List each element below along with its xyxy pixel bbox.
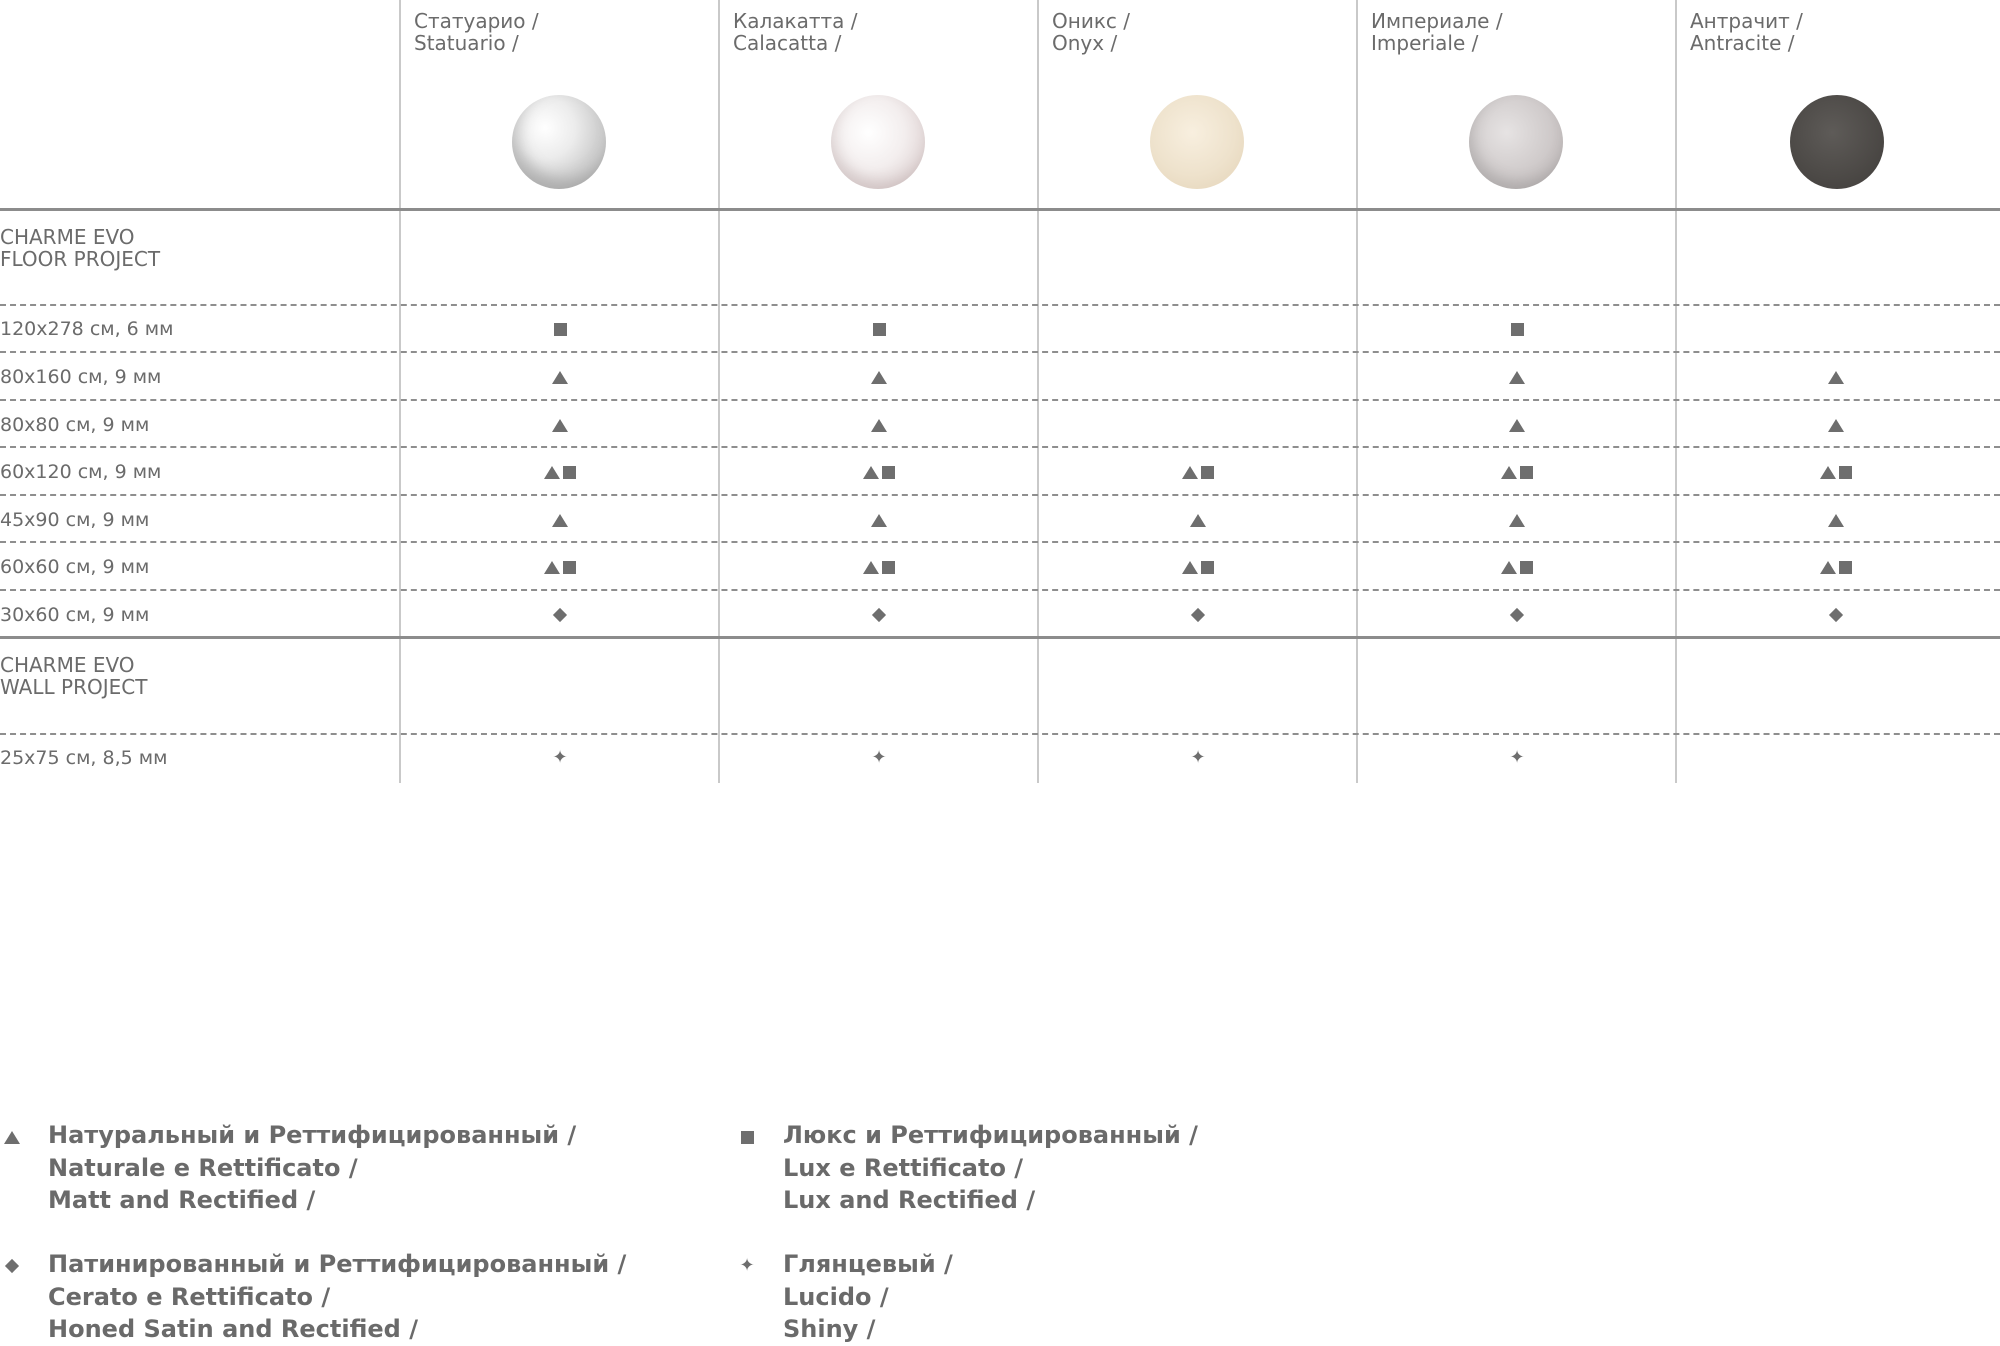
header-separator — [0, 208, 2000, 211]
onyx-swatch — [1150, 95, 1244, 189]
triangle-icon — [552, 514, 568, 527]
square-icon — [554, 323, 567, 336]
legend-line-en: Lux and Rectified / — [783, 1186, 1036, 1214]
diamond-icon — [553, 608, 567, 622]
table-cell — [1358, 457, 1676, 487]
row-label: 120x278 см, 6 мм — [0, 318, 174, 340]
table-cell — [1039, 600, 1357, 630]
square-icon — [1511, 323, 1524, 336]
column-name-ru: Калакатта / — [733, 9, 858, 33]
table-cell — [720, 362, 1038, 392]
column-name-en: Calacatta / — [733, 31, 842, 55]
legend-line-en: Honed Satin and Rectified / — [48, 1315, 418, 1343]
row-divider — [0, 733, 2000, 735]
triangle-icon — [871, 514, 887, 527]
column-name-ru: Оникс / — [1052, 9, 1130, 33]
table-cell — [1677, 600, 1995, 630]
column-header-statuario — [414, 10, 714, 54]
table-cell — [1358, 505, 1676, 535]
table-cell — [401, 743, 719, 773]
diamond-icon — [1510, 608, 1524, 622]
legend-line-ru: Люкс и Реттифицированный / — [783, 1121, 1198, 1149]
table-cell — [1358, 362, 1676, 392]
legend-line-it: Naturale e Rettificato / — [48, 1153, 358, 1182]
section-title-floor — [0, 226, 160, 270]
star-icon: ✦ — [871, 747, 887, 768]
table-cell — [1039, 743, 1357, 773]
column-name-ru: Империале / — [1371, 9, 1503, 33]
table-cell — [401, 410, 719, 440]
section-separator — [0, 636, 2000, 639]
section-title-line: FLOOR PROJECT — [0, 247, 161, 271]
column-header-onyx — [1052, 10, 1352, 54]
row-divider — [0, 589, 2000, 591]
star-icon: ✦ — [1509, 747, 1525, 768]
triangle-icon — [1820, 466, 1836, 479]
triangle-icon — [544, 466, 560, 479]
triangle-icon — [1828, 371, 1844, 384]
table-cell — [1358, 314, 1676, 344]
table-cell — [1039, 314, 1357, 344]
table-cell — [720, 600, 1038, 630]
table-cell — [401, 505, 719, 535]
table-cell — [720, 314, 1038, 344]
square-icon — [1520, 561, 1533, 574]
section-title-line: CHARME EVO — [0, 225, 135, 249]
square-icon — [1520, 466, 1533, 479]
section-title-line: CHARME EVO — [0, 653, 135, 677]
row-label: 80x160 см, 9 мм — [0, 366, 162, 388]
table-cell — [1358, 743, 1676, 773]
table-cell — [1358, 552, 1676, 582]
square-icon — [873, 323, 886, 336]
column-header-antracite — [1690, 10, 1990, 54]
table-cell — [1039, 457, 1357, 487]
table-cell — [720, 505, 1038, 535]
triangle-icon — [1182, 466, 1198, 479]
legend-line-en: Shiny / — [783, 1315, 876, 1343]
table-cell — [1039, 410, 1357, 440]
square-icon — [563, 561, 576, 574]
row-label: 60x60 см, 9 мм — [0, 556, 150, 578]
star-icon: ✦ — [552, 747, 568, 768]
table-cell — [1039, 505, 1357, 535]
table-cell — [1677, 505, 1995, 535]
table-cell — [1677, 314, 1995, 344]
table-cell — [401, 314, 719, 344]
antracite-swatch — [1790, 95, 1884, 189]
table-cell — [720, 457, 1038, 487]
column-header-calacatta — [733, 10, 1033, 54]
square-icon — [563, 466, 576, 479]
row-divider — [0, 446, 2000, 448]
square-icon — [1201, 466, 1214, 479]
triangle-icon — [1509, 514, 1525, 527]
row-divider — [0, 541, 2000, 543]
table-cell — [1039, 552, 1357, 582]
triangle-icon — [1828, 514, 1844, 527]
square-icon — [1839, 466, 1852, 479]
triangle-icon — [0, 1125, 24, 1149]
column-name-ru: Статуарио / — [414, 9, 539, 33]
table-cell — [1039, 362, 1357, 392]
legend-line-en: Matt and Rectified / — [48, 1186, 316, 1214]
row-label: 80x80 см, 9 мм — [0, 414, 150, 436]
row-label: 45x90 см, 9 мм — [0, 509, 150, 531]
column-name-ru: Антрачит / — [1690, 9, 1803, 33]
table-cell — [401, 552, 719, 582]
legend-line-ru: Патинированный и Реттифицированный / — [48, 1250, 627, 1278]
diamond-icon — [872, 608, 886, 622]
table-cell — [1677, 410, 1995, 440]
table-cell — [401, 600, 719, 630]
section-title-wall — [0, 654, 147, 698]
table-cell — [720, 552, 1038, 582]
triangle-icon — [871, 419, 887, 432]
table-cell — [720, 410, 1038, 440]
square-icon — [735, 1125, 759, 1149]
section-title-line: WALL PROJECT — [0, 675, 148, 699]
row-label: 60x120 см, 9 мм — [0, 461, 162, 483]
square-icon — [1201, 561, 1214, 574]
row-divider — [0, 304, 2000, 306]
triangle-icon — [1501, 561, 1517, 574]
legend-line-it: Lucido / — [783, 1282, 889, 1311]
column-header-imperiale — [1371, 10, 1671, 54]
square-icon — [882, 466, 895, 479]
triangle-icon — [1820, 561, 1836, 574]
triangle-icon — [863, 466, 879, 479]
column-name-en: Imperiale / — [1371, 31, 1479, 55]
table-cell — [1358, 600, 1676, 630]
table-cell — [1358, 410, 1676, 440]
table-cell — [401, 457, 719, 487]
table-cell — [1677, 552, 1995, 582]
column-name-en: Statuario / — [414, 31, 519, 55]
legend-line-it: Lux e Rettificato / — [783, 1153, 1024, 1182]
triangle-icon — [544, 561, 560, 574]
triangle-icon — [871, 371, 887, 384]
triangle-icon — [1501, 466, 1517, 479]
legend-line-it: Cerato e Rettificato / — [48, 1282, 331, 1311]
triangle-icon — [1509, 371, 1525, 384]
column-name-en: Onyx / — [1052, 31, 1118, 55]
table-cell — [720, 743, 1038, 773]
table-cell — [1677, 743, 1995, 773]
square-icon — [882, 561, 895, 574]
star-icon: ✦ — [739, 1255, 755, 1276]
triangle-icon — [552, 419, 568, 432]
legend-line-ru: Глянцевый / — [783, 1250, 953, 1278]
legend-line-ru: Натуральный и Реттифицированный / — [48, 1121, 577, 1149]
triangle-icon — [552, 371, 568, 384]
row-divider — [0, 494, 2000, 496]
row-label: 30x60 см, 9 мм — [0, 604, 150, 626]
triangle-icon — [863, 561, 879, 574]
row-divider — [0, 351, 2000, 353]
row-divider — [0, 399, 2000, 401]
triangle-icon — [1828, 419, 1844, 432]
triangle-icon — [1509, 419, 1525, 432]
triangle-icon — [1190, 514, 1206, 527]
calacatta-swatch — [831, 95, 925, 189]
diamond-icon — [1191, 608, 1205, 622]
statuario-swatch — [512, 95, 606, 189]
diamond-icon — [0, 1254, 24, 1278]
diamond-icon — [1829, 608, 1843, 622]
table-cell — [1677, 457, 1995, 487]
table-cell — [401, 362, 719, 392]
triangle-icon — [1182, 561, 1198, 574]
column-name-en: Antracite / — [1690, 31, 1795, 55]
row-label: 25x75 см, 8,5 мм — [0, 747, 168, 769]
table-cell — [1677, 362, 1995, 392]
square-icon — [1839, 561, 1852, 574]
star-icon: ✦ — [1190, 747, 1206, 768]
imperiale-swatch — [1469, 95, 1563, 189]
